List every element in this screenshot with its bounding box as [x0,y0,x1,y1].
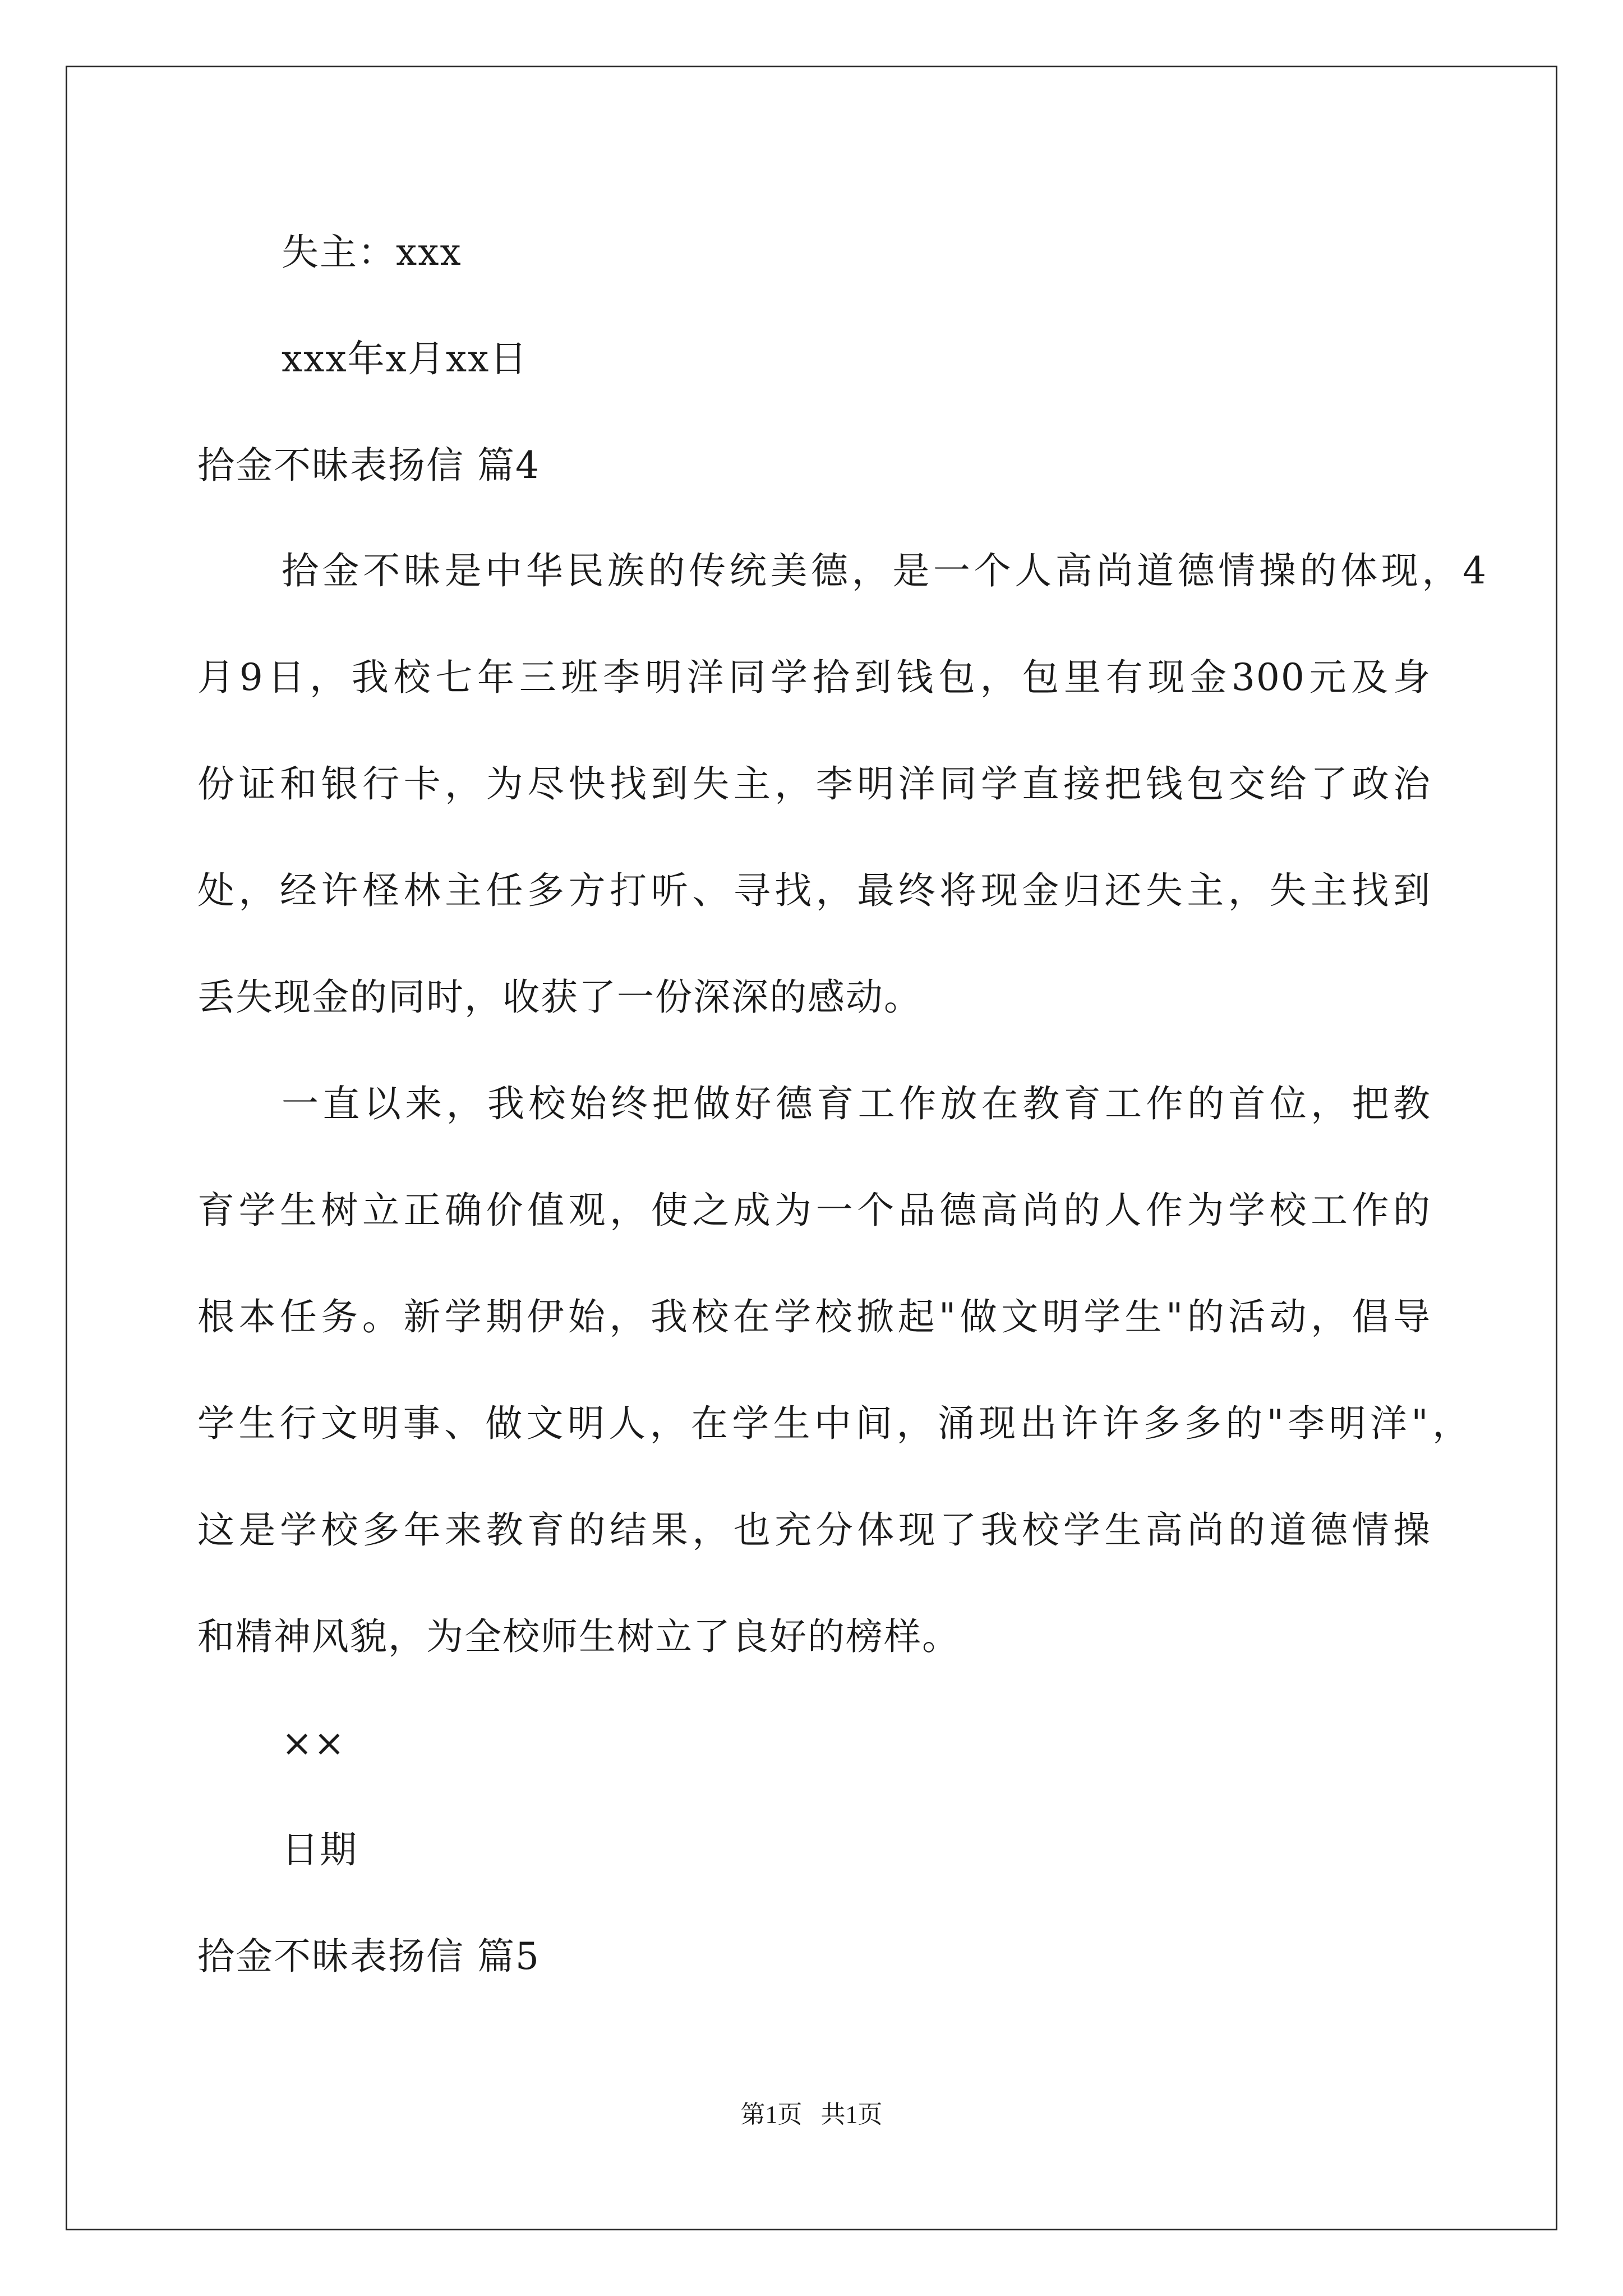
paragraph-line: 和精神风貌，为全校师生树立了良好的榜样。 [197,1615,960,1658]
sign-off-date: xxx年x月xx日 [282,337,528,380]
signature-placeholder: ×× [282,1722,346,1765]
sign-off-owner: 失主：xxx [282,231,462,274]
paragraph-line: 份证和银行卡，为尽快找到失主，李明洋同学直接把钱包交给了政治 [197,762,1431,806]
page-border [66,66,1557,2230]
paragraph-line: 学生行文明事、做文明人，在学生中间，涌现出许许多多的"李明洋"， [197,1402,1470,1445]
section-heading-5: 拾金不昧表扬信 篇5 [197,1935,540,1978]
section-heading-4: 拾金不昧表扬信 篇4 [197,444,540,487]
paragraph-line: 拾金不昧是中华民族的传统美德，是一个人高尚道德情操的体现，4 [282,549,1487,592]
paragraph-line: 一直以来，我校始终把做好德育工作放在教育工作的首位，把教 [282,1082,1431,1125]
paragraph-line: 根本任务。新学期伊始，我校在学校掀起"做文明学生"的活动，倡导 [197,1295,1431,1338]
page-number-footer: 第1页 共1页 [740,2101,883,2128]
paragraph-line: 月9日，我校七年三班李明洋同学拾到钱包，包里有现金300元及身 [197,656,1431,699]
paragraph-line: 这是学校多年来教育的结果，也充分体现了我校学生高尚的道德情操 [197,1508,1431,1552]
paragraph-line: 丢失现金的同时，收获了一份深深的感动。 [197,976,922,1019]
date-placeholder: 日期 [282,1828,358,1871]
paragraph-line: 处，经许柽林主任多方打听、寻找，最终将现金归还失主，失主找到 [197,869,1431,912]
paragraph-line: 育学生树立正确价值观，使之成为一个品德高尚的人作为学校工作的 [197,1189,1431,1232]
